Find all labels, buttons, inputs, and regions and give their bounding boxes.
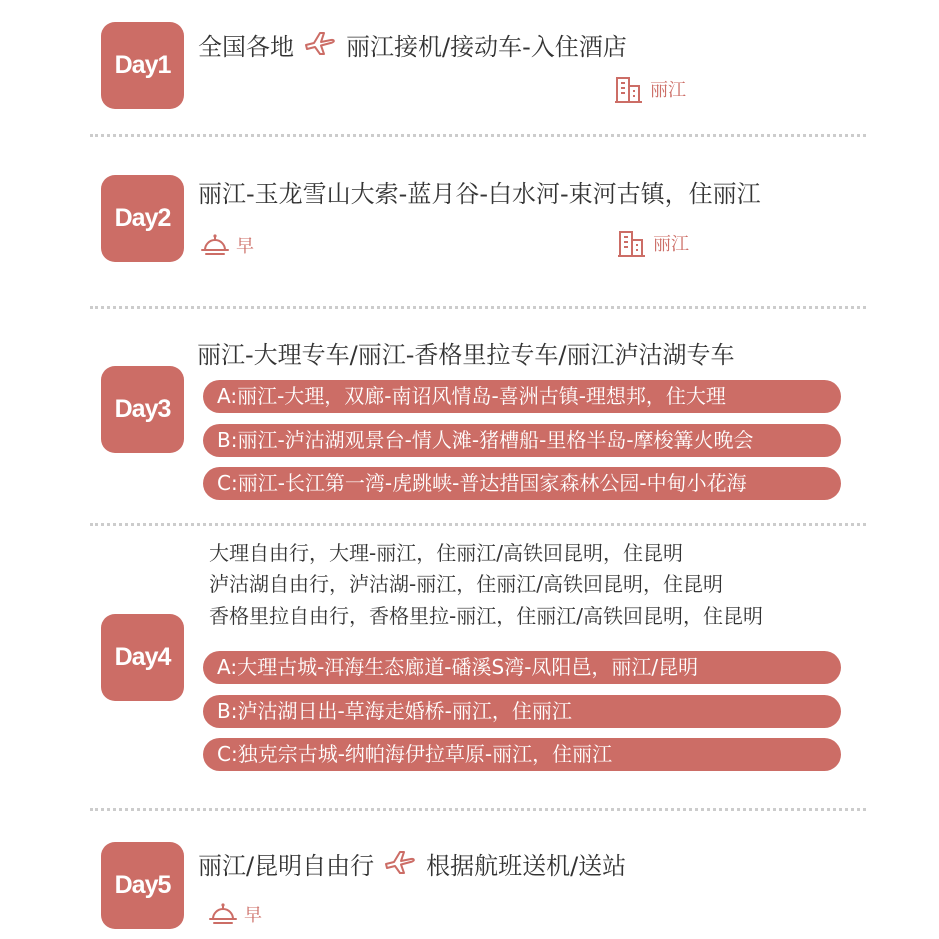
day2-hotel — [617, 229, 689, 257]
day2-hotel-city: 丽江 — [653, 234, 689, 255]
day5-meal-label: 早 — [244, 905, 262, 926]
day4-line-2: 泸沽湖自由行，泸沽湖-丽江，住丽江/高铁回昆明，住昆明 — [209, 572, 723, 596]
divider — [90, 808, 866, 811]
plane-icon — [384, 848, 416, 883]
day2-meal-label: 早 — [236, 236, 254, 257]
day-badge: Day3 — [101, 366, 184, 453]
day5-transfer: 根据航班送机/送站 — [426, 851, 627, 880]
day4-line-1: 大理自由行，大理-丽江，住丽江/高铁回昆明，住昆明 — [209, 541, 683, 565]
hotel-building-icon — [617, 229, 647, 257]
day-badge: Day4 — [101, 614, 184, 701]
day3-option-c: C:丽江-长江第一湾-虎跳峡-普达措国家森林公园-中甸小花海 — [203, 467, 841, 500]
day2-title: 丽江-玉龙雪山大索-蓝月谷-白水河-束河古镇，住丽江 — [198, 180, 761, 208]
day5-free: 丽江/昆明自由行 — [198, 851, 375, 880]
day3-option-a: A:丽江-大理，双廊-南诏风情岛-喜洲古镇-理想邦，住大理 — [203, 380, 841, 413]
day5-title — [198, 848, 626, 883]
day-badge: Day1 — [101, 22, 184, 109]
divider — [90, 523, 866, 526]
day-badge: Day2 — [101, 175, 184, 262]
day-badge: Day5 — [101, 842, 184, 929]
day3-option-b: B:丽江-泸沽湖观景台-情人滩-猪槽船-里格半岛-摩梭篝火晚会 — [203, 424, 841, 457]
plane-icon — [304, 29, 336, 64]
day1-title — [198, 29, 627, 64]
day4-option-a: A:大理古城-洱海生态廊道-磻溪S湾-凤阳邑，丽江/昆明 — [203, 651, 841, 684]
day4-option-b: B:泸沽湖日出-草海走婚桥-丽江，住丽江 — [203, 695, 841, 728]
day2-meal — [200, 232, 254, 258]
meal-cloche-icon — [208, 902, 238, 926]
divider — [90, 306, 866, 309]
day4-line-3: 香格里拉自由行，香格里拉-丽江，住丽江/高铁回昆明，住昆明 — [209, 604, 763, 628]
day1-route: 丽江接机/接动车-入住酒店 — [346, 32, 627, 61]
day1-origin: 全国各地 — [198, 32, 294, 61]
day4-option-c: C:独克宗古城-纳帕海伊拉草原-丽江，住丽江 — [203, 738, 841, 771]
meal-cloche-icon — [200, 233, 230, 257]
divider — [90, 134, 866, 137]
hotel-building-icon — [614, 75, 644, 103]
day1-hotel-city: 丽江 — [650, 80, 686, 101]
day5-meal — [208, 901, 262, 927]
day3-title: 丽江-大理专车/丽江-香格里拉专车/丽江泸沽湖专车 — [197, 341, 735, 369]
day1-hotel — [614, 75, 686, 103]
